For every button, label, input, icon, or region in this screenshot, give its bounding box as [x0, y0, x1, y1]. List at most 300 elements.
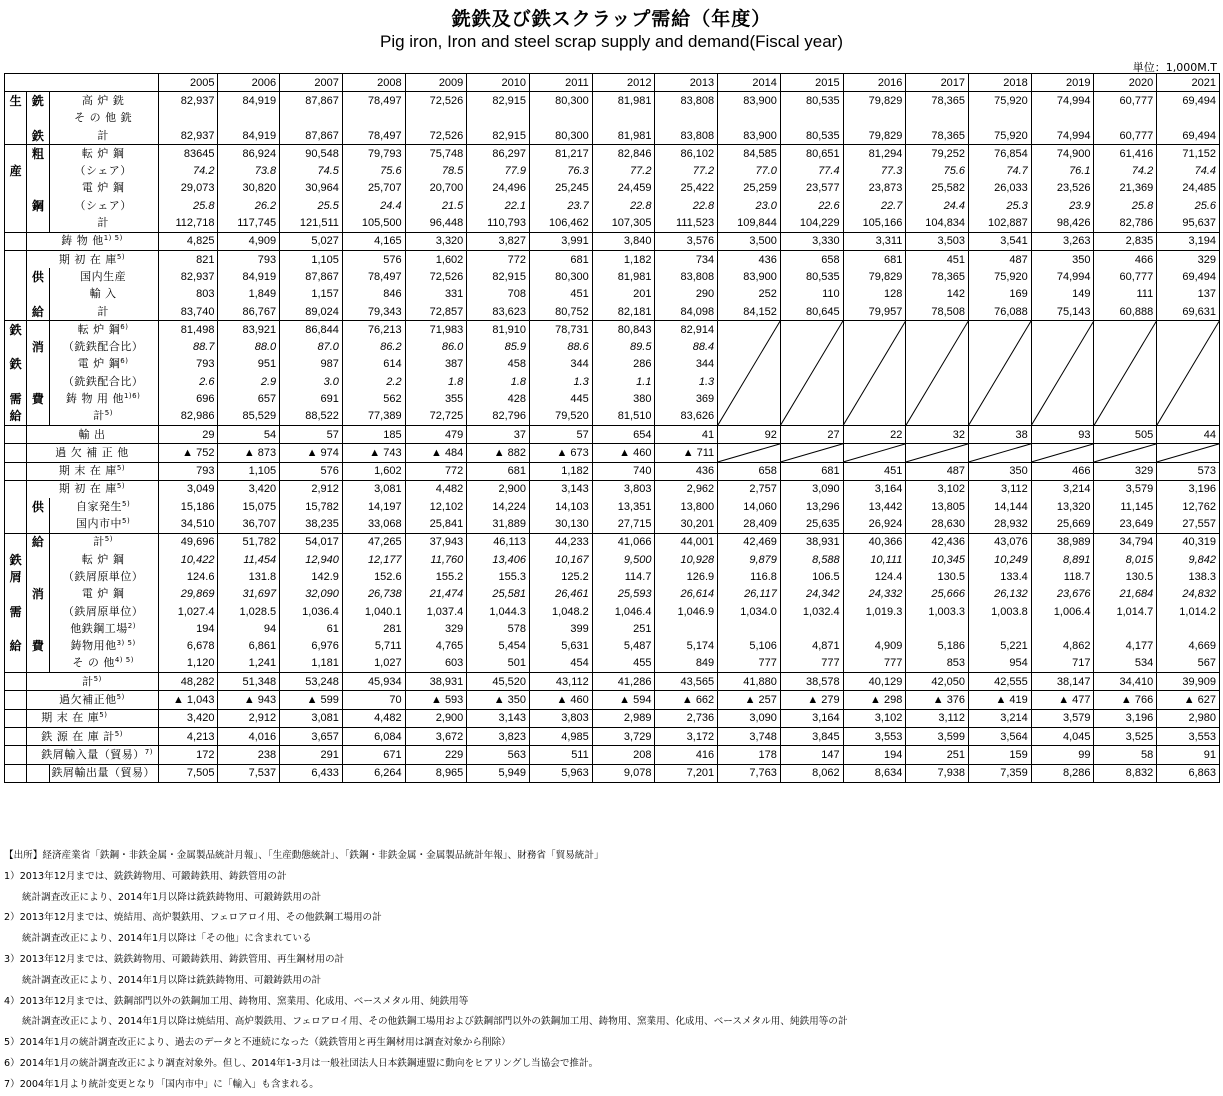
value-cell: 77.9	[467, 162, 530, 179]
value-cell: 13,800	[655, 498, 718, 515]
value-cell	[1157, 620, 1220, 637]
value-cell: 83,808	[655, 127, 718, 145]
value-cell: 84,585	[718, 145, 781, 163]
value-cell: ▲ 593	[405, 691, 467, 709]
value-cell: 34,410	[1094, 673, 1157, 691]
value-cell: 291	[280, 746, 343, 764]
value-cell: 4,669	[1157, 638, 1220, 655]
value-cell: 1,006.4	[1031, 603, 1094, 620]
value-cell: 126.9	[655, 568, 718, 585]
value-cell: 7,359	[969, 764, 1032, 782]
row-label: 転 炉 鋼	[49, 551, 158, 568]
value-cell	[718, 373, 781, 390]
value-cell: 25,669	[1031, 515, 1094, 533]
value-cell: 86,924	[218, 145, 280, 163]
value-cell: 45,934	[342, 673, 405, 691]
value-cell: 10,345	[906, 551, 969, 568]
value-cell: 3,049	[158, 480, 218, 498]
subgroup-label	[27, 356, 49, 373]
value-cell: 3,102	[906, 480, 969, 498]
value-cell	[780, 110, 843, 127]
group-label: 給	[5, 408, 27, 426]
value-cell: 681	[530, 250, 593, 268]
group-label: 需	[5, 603, 27, 620]
value-cell: 5,186	[906, 638, 969, 655]
table-row	[5, 321, 1220, 339]
value-cell: 3.0	[280, 373, 343, 390]
value-cell: 78,497	[342, 92, 405, 110]
value-cell: 12,102	[405, 498, 467, 515]
value-cell: 3,214	[1031, 480, 1094, 498]
table-row	[5, 603, 1220, 620]
value-cell: 53,248	[280, 673, 343, 691]
value-cell: 436	[718, 250, 781, 268]
value-cell: 3,330	[780, 232, 843, 250]
value-cell: ▲ 298	[843, 691, 906, 709]
value-cell: 40,129	[843, 673, 906, 691]
value-cell: 466	[1031, 462, 1094, 480]
value-cell: 3,503	[906, 232, 969, 250]
year-header: 2011	[530, 74, 593, 92]
value-cell: 80,645	[780, 303, 843, 321]
row-label: （銑鉄配合比）	[49, 338, 158, 355]
value-cell: 2,980	[1157, 709, 1220, 727]
value-cell: 90,548	[280, 145, 343, 163]
value-cell: 451	[530, 286, 593, 303]
value-cell: 44,233	[530, 533, 593, 551]
value-cell: 3,112	[969, 480, 1032, 498]
value-cell: 28,630	[906, 515, 969, 533]
note-line: 3）2013年12月までは、銑鉄鋳物用、可鍛鋳鉄用、鋳鉄管用、再生鋼材用の計	[4, 953, 345, 965]
value-cell: 88.4	[655, 338, 718, 355]
table-row	[5, 709, 1220, 727]
value-cell: 614	[342, 356, 405, 373]
value-cell: 15,782	[280, 498, 343, 515]
value-cell: 3,081	[280, 709, 343, 727]
value-cell: 78,497	[342, 268, 405, 285]
value-cell: 152.6	[342, 568, 405, 585]
year-header: 2007	[280, 74, 343, 92]
value-cell: 5,027	[280, 232, 343, 250]
value-cell: 777	[843, 655, 906, 673]
value-cell: 15,075	[218, 498, 280, 515]
group-label	[5, 498, 27, 515]
value-cell: 74.2	[158, 162, 218, 179]
value-cell: 772	[467, 250, 530, 268]
group-label: 鉄	[5, 356, 27, 373]
year-header: 2012	[592, 74, 655, 92]
value-cell: 6,678	[158, 638, 218, 655]
value-cell: 75,143	[1031, 303, 1094, 321]
value-cell: 22.6	[780, 197, 843, 214]
value-cell: 853	[906, 655, 969, 673]
value-cell: 105,166	[843, 214, 906, 232]
value-cell: 80,535	[780, 268, 843, 285]
value-cell	[718, 408, 781, 426]
note-line: 5）2014年1月の統計調査改正により、過去のデータと不連続になった（銑鉄管用と再生鋼材用は調査対象から削除）	[4, 1037, 511, 1049]
value-cell: 14,197	[342, 498, 405, 515]
value-cell: 573	[1157, 462, 1220, 480]
value-cell: 251	[906, 746, 969, 764]
value-cell: 3,320	[405, 232, 467, 250]
value-cell: 1,044.3	[467, 603, 530, 620]
value-cell: 99	[1031, 746, 1094, 764]
value-cell: 3,845	[780, 727, 843, 745]
value-cell: 88.0	[218, 338, 280, 355]
table-row	[5, 180, 1220, 197]
value-cell: 82,937	[158, 268, 218, 285]
value-cell	[843, 338, 906, 355]
group-label	[5, 268, 27, 285]
unit-label: 単位：1,000M.T	[1132, 61, 1217, 74]
value-cell: 681	[467, 462, 530, 480]
value-cell: 671	[342, 746, 405, 764]
table-row	[5, 197, 1220, 214]
group-label: 鉄	[5, 321, 27, 339]
year-header: 2010	[467, 74, 530, 92]
value-cell: 1,032.4	[780, 603, 843, 620]
value-cell: 178	[718, 746, 781, 764]
subgroup-label	[27, 655, 49, 673]
value-cell: 5,106	[718, 638, 781, 655]
group-label	[5, 338, 27, 355]
table-row	[5, 127, 1220, 145]
value-cell: 9,078	[592, 764, 655, 782]
value-cell: 654	[592, 425, 655, 443]
value-cell: 106.5	[780, 568, 843, 585]
value-cell	[1094, 620, 1157, 637]
value-cell: ▲ 711	[655, 444, 718, 462]
value-cell	[1157, 408, 1220, 426]
value-cell	[906, 338, 969, 355]
value-cell: 33,068	[342, 515, 405, 533]
value-cell: 82,846	[592, 145, 655, 163]
value-cell: 3,840	[592, 232, 655, 250]
value-cell: 83,900	[718, 268, 781, 285]
table-row	[5, 673, 1220, 691]
value-cell: 125.2	[530, 568, 593, 585]
subgroup-label	[27, 110, 49, 127]
value-cell	[1031, 356, 1094, 373]
value-cell: 6,264	[342, 764, 405, 782]
group-label	[5, 214, 27, 232]
value-cell: 3,599	[906, 727, 969, 745]
value-cell: 57	[530, 425, 593, 443]
value-cell: 821	[158, 250, 218, 268]
value-cell: 7,938	[906, 764, 969, 782]
table-row	[5, 638, 1220, 655]
value-cell: 3,803	[530, 709, 593, 727]
note-line: 6）2014年1月の統計調査改正により調査対象外。但し、2014年1-3月は一般社団法人日本鉄鋼連盟に動向をヒアリングし当協会で推計。	[4, 1057, 599, 1069]
value-cell: 25,581	[467, 586, 530, 603]
value-cell: 5,221	[969, 638, 1032, 655]
value-cell	[843, 321, 906, 339]
value-cell: 30,964	[280, 180, 343, 197]
value-cell: 25.8	[1094, 197, 1157, 214]
value-cell	[218, 110, 280, 127]
value-cell: 252	[718, 286, 781, 303]
table-row	[5, 746, 1220, 764]
value-cell: 3,500	[718, 232, 781, 250]
corner	[5, 74, 159, 92]
row-label: （シェア）	[49, 197, 158, 214]
subgroup-label: 消	[27, 586, 49, 603]
table-row	[5, 110, 1220, 127]
value-cell: 78,731	[530, 321, 593, 339]
row-label: 他鉄鋼工場$^{2)}$	[49, 620, 158, 637]
value-cell: 27,715	[592, 515, 655, 533]
year-header: 2009	[405, 74, 467, 92]
subgroup-label	[27, 321, 49, 339]
value-cell: 25.8	[158, 197, 218, 214]
value-cell: 6,863	[1157, 764, 1220, 782]
subgroup-label	[27, 180, 49, 197]
value-cell: 83,900	[718, 127, 781, 145]
value-cell	[1094, 321, 1157, 339]
value-cell: 34,794	[1094, 533, 1157, 551]
value-cell: 3,143	[467, 709, 530, 727]
value-cell: 344	[655, 356, 718, 373]
value-cell: 7,537	[218, 764, 280, 782]
value-cell: 86,102	[655, 145, 718, 163]
value-cell: 104,229	[780, 214, 843, 232]
value-cell: 26.2	[218, 197, 280, 214]
value-cell	[655, 110, 718, 127]
value-cell: 772	[405, 462, 467, 480]
value-cell: 72,526	[405, 92, 467, 110]
value-cell: 5,454	[467, 638, 530, 655]
year-header: 2005	[158, 74, 218, 92]
value-cell: 24,332	[843, 586, 906, 603]
subgroup-label: 粗	[27, 145, 49, 163]
value-cell: 603	[405, 655, 467, 673]
value-cell: 1.8	[467, 373, 530, 390]
value-cell: 24,459	[592, 180, 655, 197]
value-cell: 13,351	[592, 498, 655, 515]
subgroup-label	[27, 515, 49, 533]
value-cell	[467, 110, 530, 127]
value-cell	[1031, 338, 1094, 355]
value-cell: 13,805	[906, 498, 969, 515]
value-cell: 23,577	[780, 180, 843, 197]
value-cell: 1,157	[280, 286, 343, 303]
value-cell: 23.9	[1031, 197, 1094, 214]
value-cell: 793	[218, 250, 280, 268]
value-cell: 286	[592, 356, 655, 373]
value-cell	[1031, 408, 1094, 426]
value-cell: 84,919	[218, 92, 280, 110]
value-cell: ▲ 943	[218, 691, 280, 709]
value-cell: 95,637	[1157, 214, 1220, 232]
value-cell	[906, 321, 969, 339]
value-cell: 46,113	[467, 533, 530, 551]
value-cell: 2.2	[342, 373, 405, 390]
value-cell: 3,576	[655, 232, 718, 250]
value-cell: 69,494	[1157, 127, 1220, 145]
value-cell: 79,829	[843, 127, 906, 145]
value-cell: 3,214	[969, 709, 1032, 727]
notes	[4, 846, 848, 1096]
value-cell: 80,300	[530, 127, 593, 145]
value-cell: 169	[969, 286, 1032, 303]
value-cell: 1,105	[218, 462, 280, 480]
value-cell: 4,482	[342, 709, 405, 727]
value-cell: 60,888	[1094, 303, 1157, 321]
value-cell: 1,105	[280, 250, 343, 268]
value-cell: 25,707	[342, 180, 405, 197]
value-cell: 5,963	[530, 764, 593, 782]
value-cell: 74.2	[1094, 162, 1157, 179]
value-cell: 8,634	[843, 764, 906, 782]
subgroup-label: 費	[27, 638, 49, 655]
value-cell: 84,919	[218, 127, 280, 145]
value-cell: 75,920	[969, 92, 1032, 110]
value-cell	[718, 444, 781, 462]
row-label: 期 末 在 庫$^{5)}$	[27, 709, 159, 727]
value-cell: 445	[530, 390, 593, 407]
value-cell: 26,132	[969, 586, 1032, 603]
value-cell: 87,867	[280, 92, 343, 110]
value-cell: 8,965	[405, 764, 467, 782]
value-cell	[1094, 444, 1157, 462]
table-row	[5, 232, 1220, 250]
value-cell	[1094, 110, 1157, 127]
value-cell: 3,081	[342, 480, 405, 498]
value-cell: 3,196	[1094, 709, 1157, 727]
value-cell: 104,834	[906, 214, 969, 232]
value-cell: 534	[1094, 655, 1157, 673]
value-cell: 75.6	[906, 162, 969, 179]
group-label	[5, 232, 27, 250]
value-cell: 76,854	[969, 145, 1032, 163]
value-cell	[1031, 321, 1094, 339]
value-cell: 3,991	[530, 232, 593, 250]
group-label	[5, 620, 27, 637]
group-label	[5, 480, 27, 498]
value-cell	[530, 110, 593, 127]
value-cell: 25,582	[906, 180, 969, 197]
table-row	[5, 462, 1220, 480]
value-cell: 94	[218, 620, 280, 637]
value-cell: 1,003.3	[906, 603, 969, 620]
group-label	[5, 709, 27, 727]
value-cell: 9,500	[592, 551, 655, 568]
row-label: 期 初 在 庫$^{5)}$	[27, 250, 159, 268]
table-row	[5, 620, 1220, 637]
value-cell: 1,028.5	[218, 603, 280, 620]
value-cell: 69,631	[1157, 303, 1220, 321]
value-cell: 2.9	[218, 373, 280, 390]
value-cell	[592, 110, 655, 127]
group-label	[5, 303, 27, 321]
value-cell: 563	[467, 746, 530, 764]
value-cell: 72,526	[405, 268, 467, 285]
value-cell: ▲ 419	[969, 691, 1032, 709]
value-cell: 793	[158, 462, 218, 480]
value-cell: 399	[530, 620, 593, 637]
value-cell: 84,152	[718, 303, 781, 321]
value-cell: 44,001	[655, 533, 718, 551]
subgroup-label: 供	[27, 498, 49, 515]
value-cell: 290	[655, 286, 718, 303]
value-cell: 451	[906, 250, 969, 268]
value-cell: 38,931	[405, 673, 467, 691]
value-cell: 2,835	[1094, 232, 1157, 250]
value-cell: 79,829	[843, 92, 906, 110]
value-cell: 25.3	[969, 197, 1032, 214]
value-cell: 79,520	[530, 408, 593, 426]
value-cell: 29,073	[158, 180, 218, 197]
value-cell: 1,241	[218, 655, 280, 673]
value-cell	[1157, 373, 1220, 390]
table-row	[5, 764, 1220, 782]
value-cell: 3,748	[718, 727, 781, 745]
value-cell: 88.7	[158, 338, 218, 355]
value-cell: 458	[467, 356, 530, 373]
value-cell: 80,300	[530, 268, 593, 285]
row-label: 期 末 在 庫$^{5)}$	[27, 462, 159, 480]
year-header: 2008	[342, 74, 405, 92]
value-cell: 83,623	[467, 303, 530, 321]
value-cell: 74.5	[280, 162, 343, 179]
value-cell: 1,040.1	[342, 603, 405, 620]
value-cell	[718, 321, 781, 339]
subgroup-label: 消	[27, 338, 49, 355]
subgroup-label	[27, 162, 49, 179]
value-cell	[906, 373, 969, 390]
value-cell: 48,282	[158, 673, 218, 691]
value-cell: 76,088	[969, 303, 1032, 321]
value-cell: 110,793	[467, 214, 530, 232]
value-cell: 96,448	[405, 214, 467, 232]
value-cell: 83,921	[218, 321, 280, 339]
value-cell	[1157, 444, 1220, 462]
note-line: 【出所】経済産業省「鉄鋼・非鉄金属・金属製品統計月報」、「生産動態統計」、「鉄鋼・非鉄金属・金属製品統計年報」、財務省「貿易統計」	[4, 850, 604, 861]
value-cell: 4,045	[1031, 727, 1094, 745]
year-header: 2015	[780, 74, 843, 92]
value-cell: 350	[969, 462, 1032, 480]
value-cell: 114.7	[592, 568, 655, 585]
value-cell: ▲ 599	[280, 691, 343, 709]
value-cell: 6,976	[280, 638, 343, 655]
value-cell: 89.5	[592, 338, 655, 355]
value-cell: 60,777	[1094, 92, 1157, 110]
value-cell: 75,748	[405, 145, 467, 163]
value-cell: 8,832	[1094, 764, 1157, 782]
value-cell: 74,900	[1031, 145, 1094, 163]
value-cell: 8,015	[1094, 551, 1157, 568]
row-label: 輸 出	[27, 425, 159, 443]
year-header: 2014	[718, 74, 781, 92]
row-label: （鉄屑原単位）	[49, 603, 158, 620]
value-cell: 88,522	[280, 408, 343, 426]
value-cell: 4,985	[530, 727, 593, 745]
value-cell: 1.1	[592, 373, 655, 390]
value-cell: 75,920	[969, 127, 1032, 145]
value-cell: 105,500	[342, 214, 405, 232]
row-label: 鉄屑輸出量（貿易）	[49, 764, 158, 782]
note-line: 統計調査改正により、2014年1月以降は銑鉄鋳物用、可鍛鋳鉄用の計	[22, 891, 322, 903]
value-cell: 79,793	[342, 145, 405, 163]
value-cell: 74.4	[1157, 162, 1220, 179]
value-cell: 36,707	[218, 515, 280, 533]
value-cell: 1,046.9	[655, 603, 718, 620]
group-label	[5, 746, 27, 764]
value-cell: ▲ 376	[906, 691, 969, 709]
row-label: 電 炉 鋼	[49, 180, 158, 197]
value-cell: 3,164	[843, 480, 906, 498]
value-cell: 21,684	[1094, 586, 1157, 603]
